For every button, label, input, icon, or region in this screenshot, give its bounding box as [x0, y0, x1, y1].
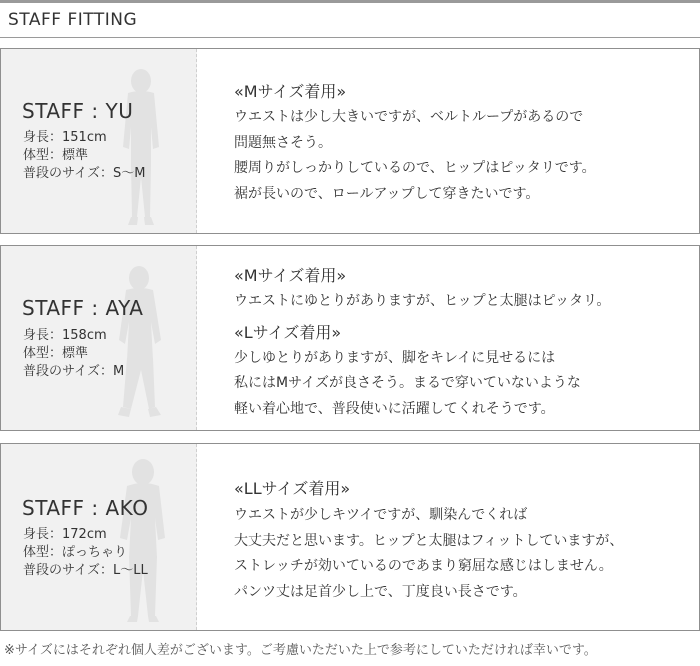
staff-silhouette-image	[101, 262, 181, 430]
comment-line: パンツ丈は足首少し上で、丁度良い長さです。	[234, 584, 527, 600]
page-title: STAFF FITTING	[8, 10, 138, 30]
comment-line: 私にはMサイズが良さそう。まるで穿いていないような	[234, 375, 581, 391]
staff-height: 身長：158cm	[23, 328, 107, 343]
staff-height: 身長：172cm	[23, 527, 107, 542]
staff-usual-size: 普段のサイズ：L〜LL	[23, 563, 148, 578]
comment-line: 問題無さそう。	[234, 135, 332, 151]
comment-line: 裾が長いので、ロールアップして穿きたいです。	[234, 186, 540, 202]
staff-height: 身長：151cm	[23, 130, 107, 145]
staff-profile-aya	[1, 246, 197, 430]
comment-line: ウエストが少しキツイですが、馴染んでくれば	[234, 507, 528, 523]
comment-line: 大丈夫だと思います。ヒップと太腿はフィットしていますが、	[234, 533, 624, 549]
comment-line: 腰周りがしっかりしているので、ヒップはピッタリです。	[234, 160, 596, 176]
staff-profile-yu	[1, 49, 197, 233]
comment-line: 軽い着心地で、普段使いに活躍してくれそうです。	[234, 401, 555, 417]
staff-card-aya	[0, 245, 700, 431]
comment-line: ストレッチが効いているのであまり窮屈な感じはしません。	[234, 558, 613, 574]
comment-line: ウエストにゆとりがありますが、ヒップと太腿はピッタリ。	[234, 293, 611, 309]
staff-silhouette-image	[101, 67, 181, 233]
staff-body-type: 体型：標準	[23, 148, 89, 163]
staff-usual-size: 普段のサイズ：S〜M	[23, 166, 146, 181]
size-disclaimer-footnote: ※サイズにはそれぞれ個人差がございます。ご考慮いただいた上で参考にしていただければ幸いです。	[4, 643, 597, 658]
staff-name: STAFF : AYA	[22, 296, 144, 320]
staff-body-type: 体型：標準	[23, 346, 89, 361]
staff-silhouette-image	[101, 454, 181, 630]
size-worn-heading: «Mサイズ着用»	[234, 266, 347, 285]
page-header	[0, 0, 700, 38]
staff-body-type: 体型：ぽっちゃり	[23, 545, 128, 560]
comment-line: ウエストは少し大きいですが、ベルトループがあるので	[234, 109, 584, 125]
staff-name: STAFF : AKO	[22, 496, 149, 520]
size-worn-heading: «Mサイズ着用»	[234, 82, 347, 101]
staff-card-ako	[0, 443, 700, 631]
size-worn-heading: «Lサイズ着用»	[234, 323, 342, 342]
size-worn-heading: «LLサイズ着用»	[234, 479, 351, 498]
staff-profile-ako	[1, 444, 197, 630]
staff-card-yu	[0, 48, 700, 234]
comment-line: 少しゆとりがありますが、脚をキレイに見せるには	[234, 350, 556, 366]
staff-name: STAFF : YU	[22, 99, 134, 123]
staff-usual-size: 普段のサイズ：M	[23, 364, 125, 379]
